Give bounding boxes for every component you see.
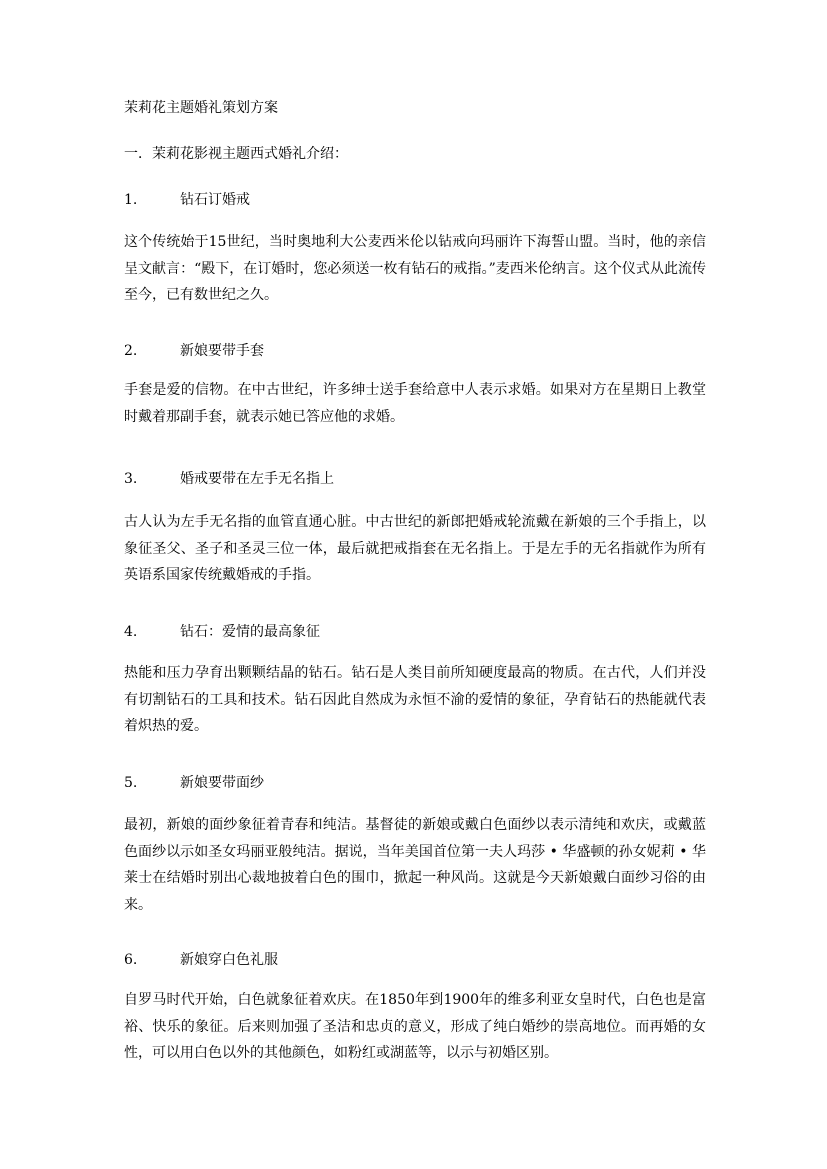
item-number: 1. (124, 192, 138, 208)
item-paragraph: 自罗马时代开始，白色就象征着欢庆。在1850年到1900年的维多利亚女皇时代，白色也是富裕、快乐的象征。后来则加强了圣洁和忠贞的意义，形成了纯白婚纱的崇高地位。而再婚的女性，可以用白色以外的其他颜色，如粉红或湖蓝等，以示与初婚区别。 (124, 992, 706, 1061)
item-heading (124, 469, 334, 489)
item-number: 5. (124, 775, 138, 791)
item-paragraph: 手套是爱的信物。在中古世纪，许多绅士送手套给意中人表示求婚。如果对方在星期日上教堂时戴着那副手套，就表示她已答应他的求婚。 (124, 382, 706, 425)
item-heading (124, 341, 264, 361)
item-number: 2. (124, 343, 138, 359)
item-paragraph: 这个传统始于15世纪，当时奥地利大公麦西米伦以钻戒向玛丽许下海誓山盟。当时，他的亲信呈文献言：“殿下，在订婚时，您必须送一枚有钻石的戒指。”麦西米伦纳言。这个仪式从此流传至今，已有数世纪之久。 (124, 234, 706, 303)
item-number: 4. (124, 624, 138, 640)
item-heading-text: 新娘要带面纱 (180, 775, 264, 791)
item-heading-text: 钻石：爱情的最高象征 (180, 624, 320, 640)
item-heading (124, 622, 320, 642)
item-paragraph: 最初，新娘的面纱象征着青春和纯洁。基督徒的新娘或戴白色面纱以表示清纯和欢庆，或戴蓝色面纱以示如圣女玛丽亚般纯洁。据说，当年美国首位第一夫人玛莎 • 华盛顿的孙女妮莉 • 华莱士在结婚时别出心裁地披着白色的围巾，掀起一种风尚。这就是今天新娘戴白面纱习俗的由来。 (124, 817, 706, 913)
item-heading-text: 钻石订婚戒 (180, 192, 250, 208)
item-number: 6. (124, 952, 138, 968)
item-paragraph: 古人认为左手无名指的血管直通心脏。中古世纪的新郎把婚戒轮流戴在新娘的三个手指上，以象征圣父、圣子和圣灵三位一体，最后就把戒指套在无名指上。于是左手的无名指就作为所有英语系国家传统戴婚戒的手指。 (124, 514, 706, 583)
item-heading (124, 190, 250, 210)
item-heading-text: 新娘要带手套 (180, 343, 264, 359)
item-heading (124, 773, 264, 793)
item-paragraph: 热能和压力孕育出颗颗结晶的钻石。钻石是人类目前所知硬度最高的物质。在古代，人们并没有切割钻石的工具和技术。钻石因此自然成为永恒不渝的爱情的象征，孕育钻石的热能就代表着炽热的爱。 (124, 665, 706, 734)
item-heading (124, 950, 278, 970)
item-heading-text: 新娘穿白色礼服 (180, 952, 278, 968)
section-intro-heading: 一．茉莉花影视主题西式婚礼介绍： (124, 146, 348, 162)
item-heading-text: 婚戒要带在左手无名指上 (180, 471, 334, 487)
item-number: 3. (124, 471, 138, 487)
document-title: 茉莉花主题婚礼策划方案 (124, 100, 278, 116)
